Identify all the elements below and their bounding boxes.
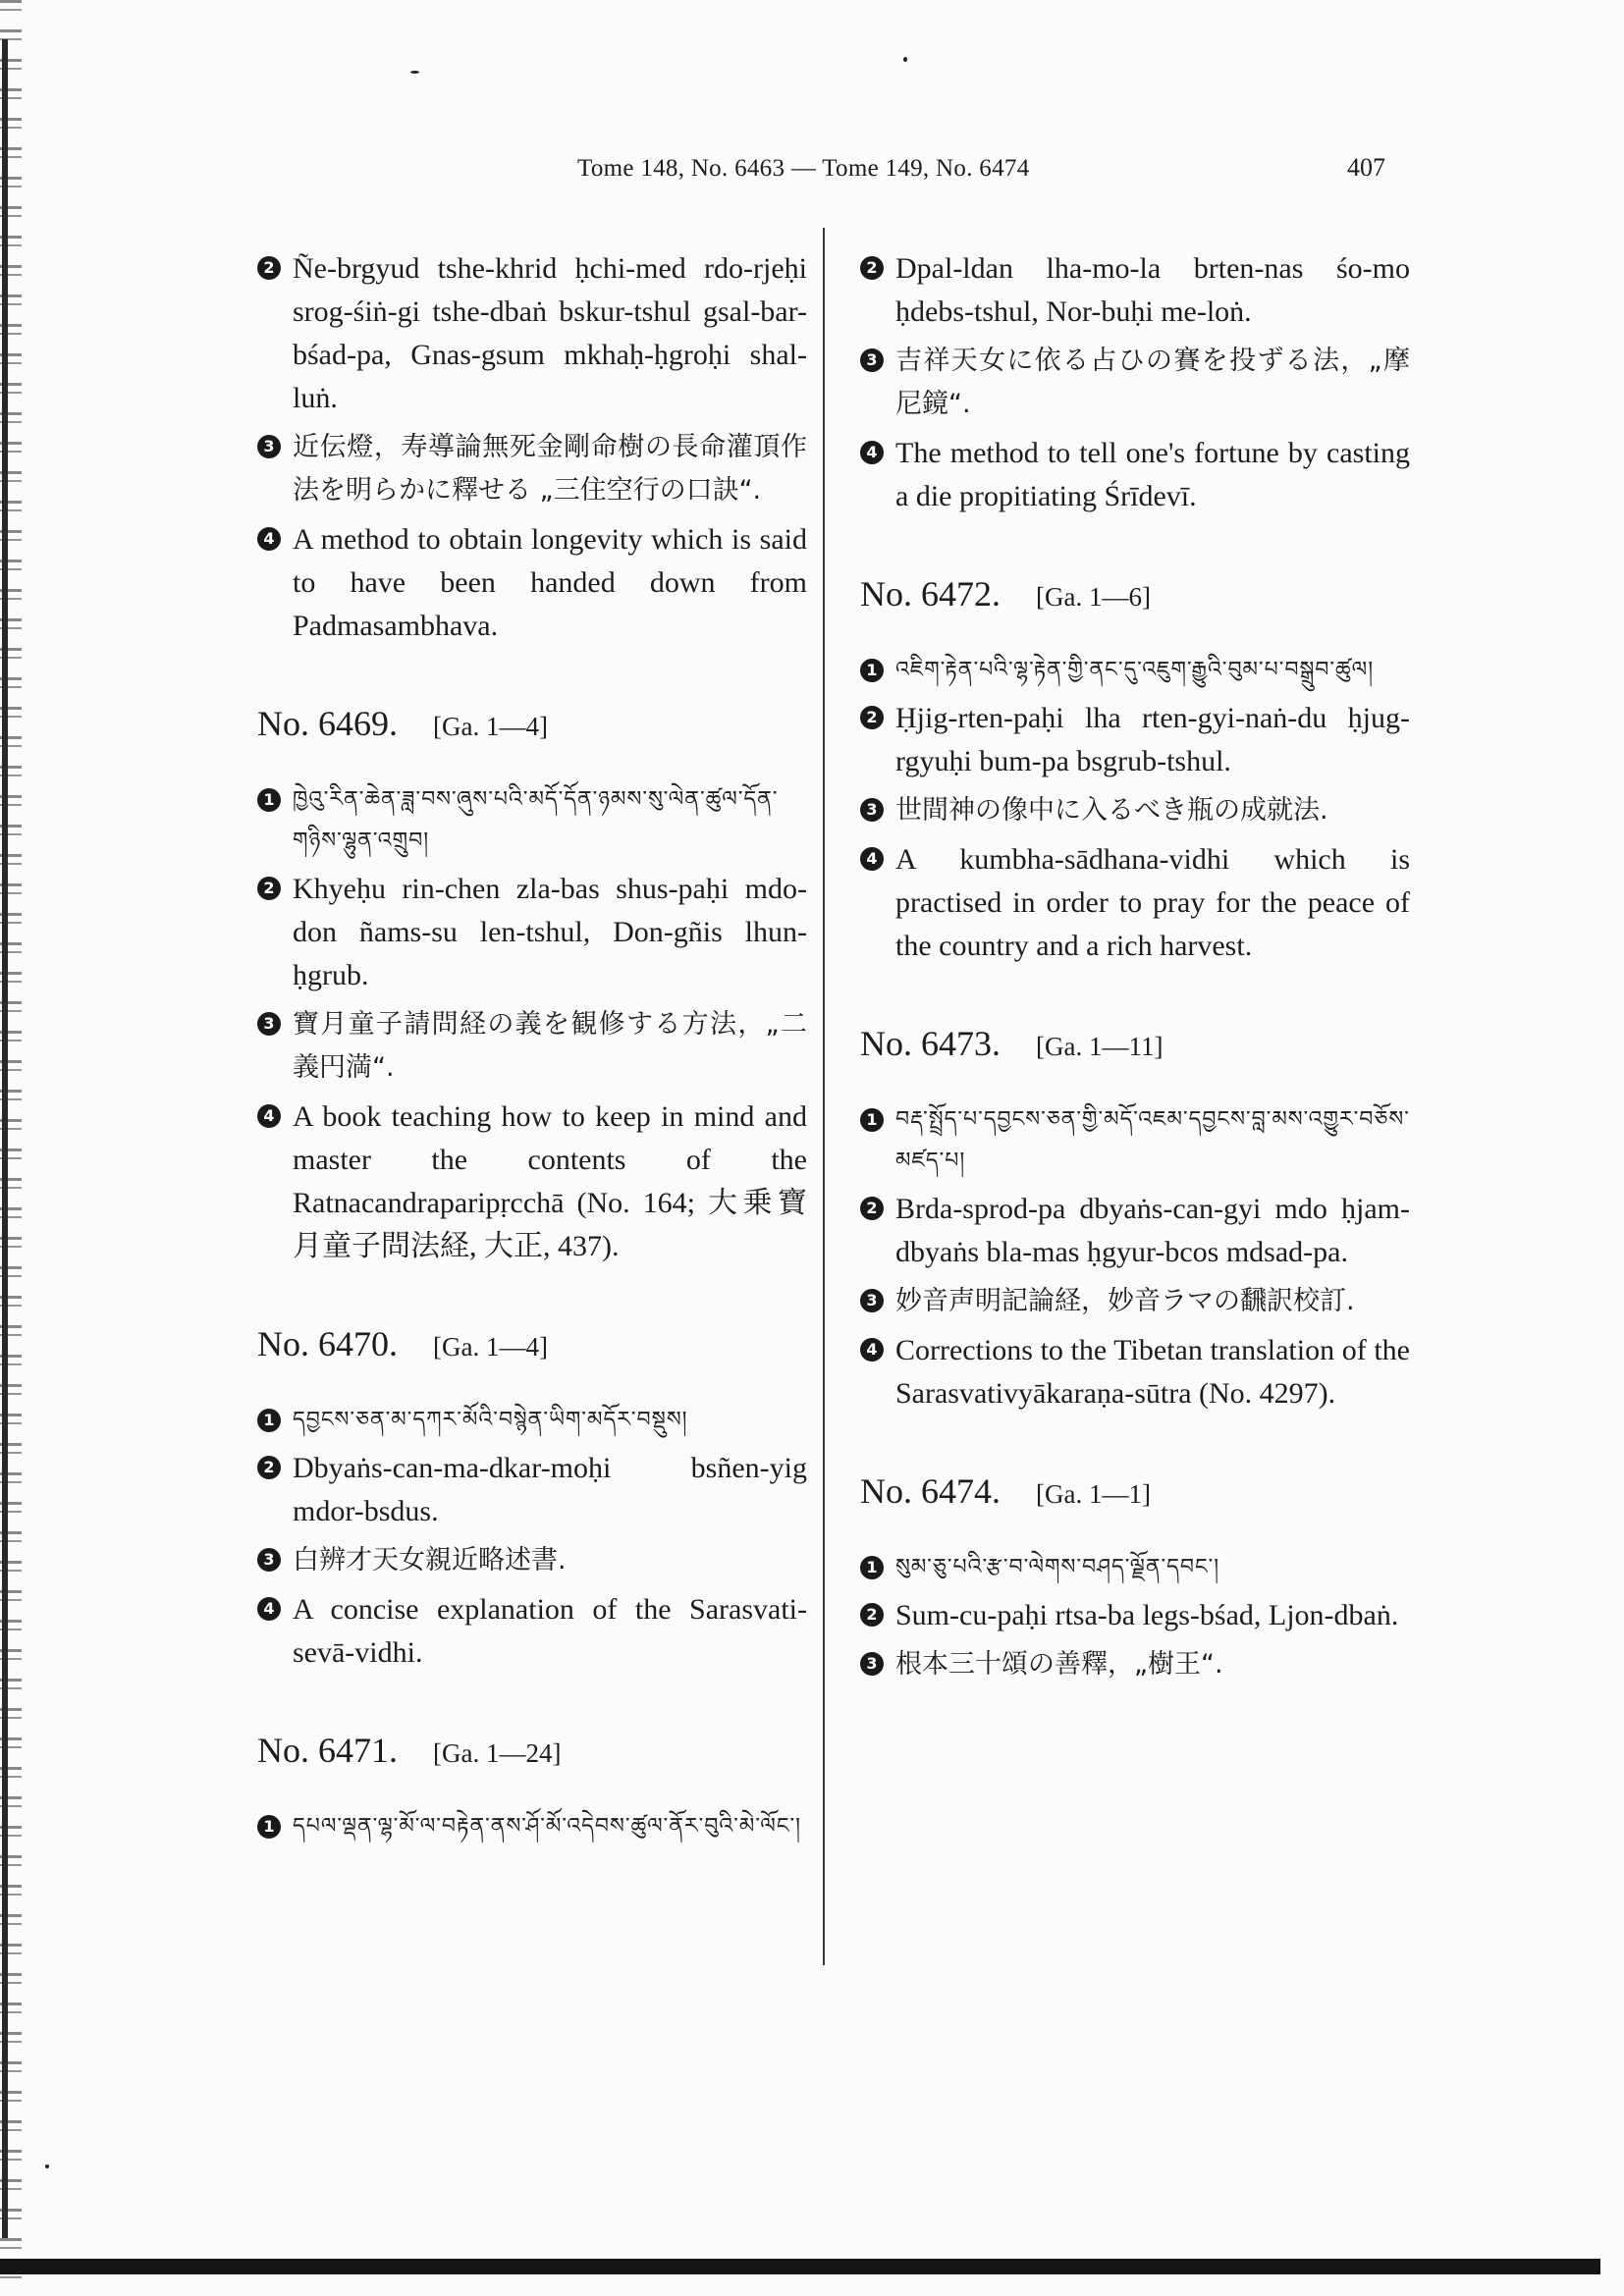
entry-item-1 (860, 1099, 1410, 1182)
numbered-marker-2: 2 (257, 1456, 281, 1479)
numbered-marker-1: 1 (257, 1815, 281, 1839)
numbered-marker-1: 1 (257, 1409, 281, 1432)
entry-heading (257, 703, 807, 744)
entry-item-2 (257, 1447, 807, 1533)
bottom-scan-border (0, 2259, 1600, 2274)
entry-item-3 (860, 1643, 1410, 1686)
entry-number: No. 6474. (860, 1471, 1001, 1511)
english-description: A book teaching how to keep in mind and master the contents of the Ratnacandraparipṛcchā (No. 164; 大乗寶月童子問法経, 大正, 437). (293, 1100, 807, 1262)
entry-number: No. 6469. (257, 704, 398, 743)
tibetan-title: བརྡ་སྤྲོད་པ་དབྱངས་ཅན་གྱི་མདོ་འཇམ་དབྱངས་བླ་མས་འགྱུར་བཅོས་མཛད་པ། (895, 1107, 1410, 1173)
transliterated-title: Ñe-brgyud tshe-khrid ḥchi-med rdo-rjeḥi srog-śiṅ-gi tshe-dbaṅ bskur-tshul gsal-bar-bśad-pa, Gnas-gsum mkhaḥ-ḥgroḥi shal-luṅ. (293, 252, 807, 414)
entry-item-2 (860, 1188, 1410, 1274)
entry-item-4 (257, 1095, 807, 1268)
numbered-marker-4: 4 (257, 1597, 281, 1621)
entry-item-4 (257, 1588, 807, 1675)
english-description: A kumbha-sādhana-vidhi which is practised in order to pray for the peace of the country and a rich harvest. (895, 843, 1410, 962)
japanese-title: 白辨才天女親近略述書. (293, 1545, 567, 1575)
entry-item-3 (257, 1539, 807, 1582)
numbered-marker-3: 3 (860, 1652, 884, 1676)
transliterated-title: Dpal-ldan lha-mo-la brten-nas śo-mo ḥdebs-tshul, Nor-buḥi me-loṅ. (895, 252, 1410, 328)
transliterated-title: Ḥjig-rten-paḥi lha rten-gyi-naṅ-du ḥjug-rgyuḥi bum-pa bsgrub-tshul. (895, 702, 1410, 777)
numbered-marker-4: 4 (257, 527, 281, 551)
running-title: Tome 148, No. 6463 — Tome 149, No. 6474 (577, 155, 1030, 182)
entry-item-2 (860, 247, 1410, 334)
japanese-title: 妙音声明記論経，妙音ラマの飜訳校訂. (895, 1286, 1355, 1316)
entry-heading (257, 1323, 807, 1364)
entry-item-4 (860, 1329, 1410, 1415)
page-spine-shadow (2, 39, 8, 2238)
numbered-marker-4: 4 (860, 847, 884, 871)
numbered-marker-2: 2 (860, 706, 884, 729)
entry-item-3 (257, 1003, 807, 1090)
entry-item-2 (860, 697, 1410, 783)
transliterated-title: Sum-cu-paḥi rtsa-ba legs-bśad, Ljon-dbaṅ. (895, 1599, 1399, 1631)
numbered-marker-3: 3 (257, 1012, 281, 1036)
entry-item-1 (860, 650, 1410, 691)
english-description: The method to tell one's fortune by casting a die propitiating Śrīdevī. (895, 437, 1410, 512)
tibetan-title: འཇིག་རྟེན་པའི་ལྷ་རྟེན་གྱི་ནང་དུ་འཇུག་རྒྱུའི་བུམ་པ་བསྒྲུབ་ཚུལ། (895, 658, 1375, 682)
entry-heading (860, 1023, 1410, 1064)
left-column (257, 247, 807, 1853)
entry-item-3 (860, 340, 1410, 426)
english-description: A concise explanation of the Sarasvati-sevā-vidhi. (293, 1593, 807, 1669)
column-divider (823, 228, 825, 1965)
entry-number: No. 6471. (257, 1731, 398, 1770)
entry-reference: [Ga. 1—11] (1036, 1032, 1164, 1061)
page-number: 407 (1347, 153, 1385, 182)
entry-reference: [Ga. 1—4] (433, 712, 548, 741)
japanese-title: 世間神の像中に入るべき瓶の成就法. (895, 795, 1328, 826)
entry-item-3 (257, 426, 807, 512)
right-column (860, 247, 1410, 1692)
entry-item-1 (257, 779, 807, 862)
numbered-marker-4: 4 (860, 1338, 884, 1362)
entry-item-3 (860, 1280, 1410, 1323)
entry-reference: [Ga. 1—1] (1036, 1479, 1151, 1509)
numbered-marker-2: 2 (860, 1603, 884, 1627)
entry-item-4 (860, 838, 1410, 968)
numbered-marker-2: 2 (860, 1197, 884, 1220)
scan-speck (903, 57, 907, 62)
japanese-title: 吉祥天女に依る占ひの賽を投ずる法，„摩尼鏡“. (895, 346, 1410, 419)
numbered-marker-1: 1 (257, 788, 281, 812)
entry-number: No. 6470. (257, 1324, 398, 1363)
numbered-marker-3: 3 (257, 435, 281, 458)
japanese-title: 根本三十頌の善釋，„樹王“. (895, 1649, 1223, 1680)
entry-heading (257, 1730, 807, 1771)
entry-item-3 (860, 789, 1410, 832)
transliterated-title: Dbyaṅs-can-ma-dkar-moḥi bsñen-yig mdor-bsdus. (293, 1452, 807, 1527)
entry-reference: [Ga. 1—4] (433, 1332, 548, 1362)
scan-speck (45, 2164, 49, 2168)
numbered-marker-2: 2 (860, 256, 884, 280)
tibetan-title: སུམ་ཅུ་པའི་རྩ་བ་ལེགས་བཤད་ལྗོན་དབང་། (895, 1555, 1220, 1579)
numbered-marker-3: 3 (860, 798, 884, 822)
entry-item-1 (257, 1400, 807, 1441)
entry-item-4 (257, 518, 807, 648)
tibetan-title: ཁྱེའུ་རིན་ཆེན་ཟླ་བས་ཞུས་པའི་མདོ་དོན་ཉམས་སུ་ལེན་ཚུལ་དོན་གཉིས་ལྷུན་འགྲུབ། (293, 787, 779, 853)
transliterated-title: Brda-sprod-pa dbyaṅs-can-gyi mdo ḥjam-dbyaṅs bla-mas ḥgyur-bcos mdsad-pa. (895, 1193, 1410, 1268)
transliterated-title: Khyeḥu rin-chen zla-bas shus-paḥi mdo-don ñams-su len-tshul, Don-gñis lhun-ḥgrub. (293, 873, 807, 991)
japanese-title: 寶月童子請問経の義を観修する方法，„二義円満“. (293, 1009, 807, 1083)
entry-number: No. 6473. (860, 1024, 1001, 1063)
numbered-marker-1: 1 (860, 1556, 884, 1579)
scan-speck (410, 71, 419, 74)
entry-item-4 (860, 432, 1410, 518)
numbered-marker-3: 3 (257, 1548, 281, 1572)
tibetan-title: དབྱངས་ཅན་མ་དཀར་མོའི་བསྙེན་ཡིག་མདོར་བསྡུས། (293, 1408, 688, 1432)
entry-number: No. 6472. (860, 574, 1001, 614)
numbered-marker-3: 3 (860, 348, 884, 372)
numbered-marker-2: 2 (257, 877, 281, 900)
entry-item-1 (257, 1806, 807, 1847)
entry-item-2 (257, 247, 807, 420)
entry-heading (860, 1470, 1410, 1512)
numbered-marker-4: 4 (860, 441, 884, 464)
entry-heading (860, 573, 1410, 614)
numbered-marker-3: 3 (860, 1289, 884, 1312)
entry-reference: [Ga. 1—24] (433, 1738, 562, 1768)
japanese-title: 近伝燈，寿導論無死金剛命樹の長命灌頂作法を明らかに釋せる „三住空行の口訣“. (293, 432, 807, 506)
numbered-marker-1: 1 (860, 659, 884, 682)
entry-item-1 (860, 1547, 1410, 1588)
numbered-marker-1: 1 (860, 1108, 884, 1132)
entry-reference: [Ga. 1—6] (1036, 582, 1151, 612)
english-description: A method to obtain longevity which is said to have been handed down from Padmasambhava. (293, 523, 807, 642)
tibetan-title: དཔལ་ལྡན་ལྷ་མོ་ལ་བརྟེན་ནས་ཤོ་མོ་འདེབས་ཚུལ་ནོར་བུའི་མེ་ལོང་། (293, 1814, 802, 1839)
entry-item-2 (257, 868, 807, 997)
numbered-marker-4: 4 (257, 1104, 281, 1128)
english-description: Corrections to the Tibetan translation of the Sarasvativyākaraṇa-sūtra (No. 4297). (895, 1334, 1410, 1410)
numbered-marker-2: 2 (257, 256, 281, 280)
entry-item-2 (860, 1594, 1410, 1637)
